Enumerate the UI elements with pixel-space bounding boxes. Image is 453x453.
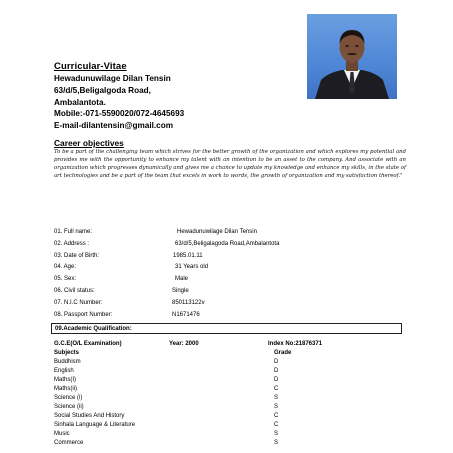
detail-label: 01. Full name: (54, 229, 93, 235)
subject-name: Commerce (54, 440, 84, 446)
subjects-header-row (54, 350, 354, 358)
detail-value: Male (175, 276, 189, 282)
subject-grade: S (274, 395, 279, 401)
subject-row (54, 404, 354, 412)
profile-photo (307, 14, 397, 99)
email-address: E-mail-dilantensin@gmail.com (54, 121, 173, 130)
subject-name: Buddhism (54, 359, 81, 365)
detail-value: 31 Years old (175, 264, 209, 270)
address-line-1: 63/d/5,Beligalgoda Road, (54, 86, 151, 95)
applicant-name: Hewadunuwilage Dilan Tensin (54, 74, 171, 83)
subject-row (54, 422, 354, 430)
subject-grade: C (274, 422, 279, 428)
subject-grade: S (274, 404, 279, 410)
subject-row (54, 431, 354, 439)
objectives-heading: Career objectives (54, 138, 124, 148)
detail-label: 06. Civil status: (54, 288, 95, 294)
subject-name: Sinhala Language & Literature (54, 422, 136, 428)
mobile-number: Mobile:-071-5590020/072-4645693 (54, 109, 185, 118)
subject-name: Maths(I) (54, 377, 77, 383)
detail-label: 03. Date of Birth: (54, 253, 100, 259)
exam-name: G.C.E(O/L Examination) (54, 341, 122, 347)
subject-name: Science (ii) (54, 404, 84, 410)
subject-grade: D (274, 359, 279, 365)
subject-grade: C (274, 386, 279, 392)
subject-row (54, 395, 354, 403)
detail-label: 04. Age: (54, 264, 77, 270)
cv-title: Curricular-Vitae (54, 61, 127, 72)
grade-header: Grade (274, 350, 292, 356)
subject-row (54, 377, 354, 385)
subject-grade: D (274, 377, 279, 383)
subject-name: Maths(ii) (54, 386, 78, 392)
subject-row (54, 440, 354, 448)
subject-grade: S (274, 431, 279, 437)
subject-row (54, 359, 354, 367)
subject-name: English (54, 368, 74, 374)
academic-section-title: 09.Academic Qualification: (55, 325, 132, 332)
exam-year: Year: 2000 (169, 341, 199, 347)
detail-value: N1671476 (172, 312, 200, 318)
detail-label: 07. N.I.C Number: (54, 300, 103, 306)
subject-name: Science (i) (54, 395, 83, 401)
objectives-text: To be a part of the challenging team which strives for the better growth of the organization and which explores my potential and provides me with the opportunity to enhance my talent with an intention to be an asset to the company. And associate with an organization which progresses dynamically and gives me a chance to update my knowledge and enhance my skills, in the state of art technologies and be a part of the team that excels in work to words, the growth of organization and my satisfaction thereof." (54, 149, 406, 180)
subject-row (54, 386, 354, 394)
detail-label: 02. Address : (54, 241, 90, 247)
subject-grade: C (274, 413, 279, 419)
subject-grade: S (274, 440, 279, 446)
detail-value: Single (172, 288, 189, 294)
detail-value: Hewadunuwilage Dilan Tensin (177, 229, 257, 235)
subject-grade: D (274, 368, 279, 374)
exam-index: Index No:21876371 (268, 341, 323, 347)
subject-name: Social Studies And History (54, 413, 125, 419)
detail-value: 63/d/5,Beligalagoda Road,Ambalantota (175, 241, 280, 247)
subject-row (54, 413, 354, 421)
detail-label: 05. Sex: (54, 276, 77, 282)
detail-value: 1985.01.11 (173, 253, 203, 259)
subject-name: Music (54, 431, 70, 437)
subjects-header: Subjects (54, 350, 80, 356)
subject-row (54, 368, 354, 376)
academic-section-heading-box (51, 323, 402, 334)
address-line-2: Ambalantota. (54, 98, 106, 107)
detail-value: 850113122v (172, 300, 205, 306)
detail-label: 08. Passport Number: (54, 312, 113, 318)
